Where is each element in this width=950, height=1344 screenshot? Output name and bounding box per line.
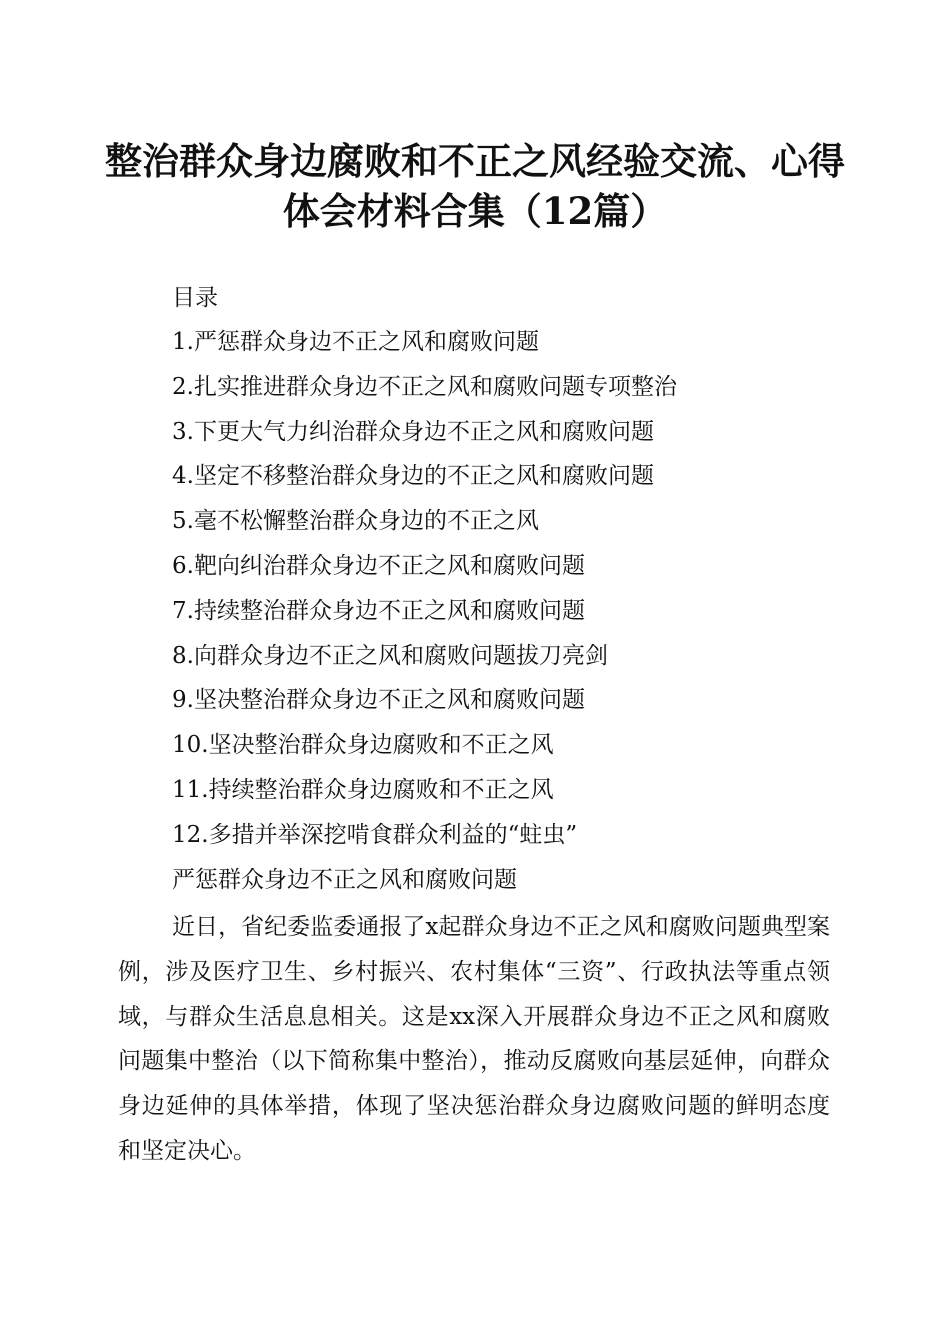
toc-item: 10.坚决整治群众身边腐败和不正之风 bbox=[172, 732, 554, 759]
toc-item: 3.下更大气力纠治群众身边不正之风和腐败问题 bbox=[172, 418, 654, 445]
document-title bbox=[100, 136, 850, 236]
title-line-2: 体会材料合集（12篇） bbox=[282, 189, 668, 233]
toc-item: 12.多措并举深挖啃食群众利益的“蛀虫” bbox=[172, 821, 578, 848]
toc-heading: 目录 bbox=[172, 285, 218, 311]
table-of-contents bbox=[172, 327, 677, 909]
toc-item: 11.持续整治群众身边腐败和不正之风 bbox=[172, 776, 554, 803]
toc-item: 2.扎实推进群众身边不正之风和腐败问题专项整治 bbox=[172, 373, 677, 400]
body-paragraph: 近日，省纪委监委通报了x起群众身边不正之风和腐败问题典型案例，涉及医疗卫生、乡村振兴、农村集体“三资”、行政执法等重点领域，与群众生活息息相关。这是xx深入开展群众身边不正之风和腐败问题集中整治（以下简称集中整治），推动反腐败向基层延伸，向群众身边延伸的具体举措，体现了坚决惩治群众身边腐败问题的鲜明态度和坚定决心。 bbox=[118, 914, 830, 1164]
toc-item: 9.坚决整治群众身边不正之风和腐败问题 bbox=[172, 687, 585, 714]
toc-item: 4.坚定不移整治群众身边的不正之风和腐败问题 bbox=[172, 463, 654, 490]
section-title: 严惩群众身边不正之风和腐败问题 bbox=[172, 866, 517, 893]
toc-item: 7.持续整治群众身边不正之风和腐败问题 bbox=[172, 597, 585, 624]
toc-item: 1.严惩群众身边不正之风和腐败问题 bbox=[172, 329, 539, 355]
toc-item: 5.毫不松懈整治群众身边的不正之风 bbox=[172, 508, 539, 535]
toc-item: 8.向群众身边不正之风和腐败问题拔刀亮剑 bbox=[172, 642, 608, 669]
toc-item: 6.靶向纠治群众身边不正之风和腐败问题 bbox=[172, 552, 585, 579]
title-line-1: 整治群众身边腐败和不正之风经验交流、心得 bbox=[105, 139, 845, 183]
